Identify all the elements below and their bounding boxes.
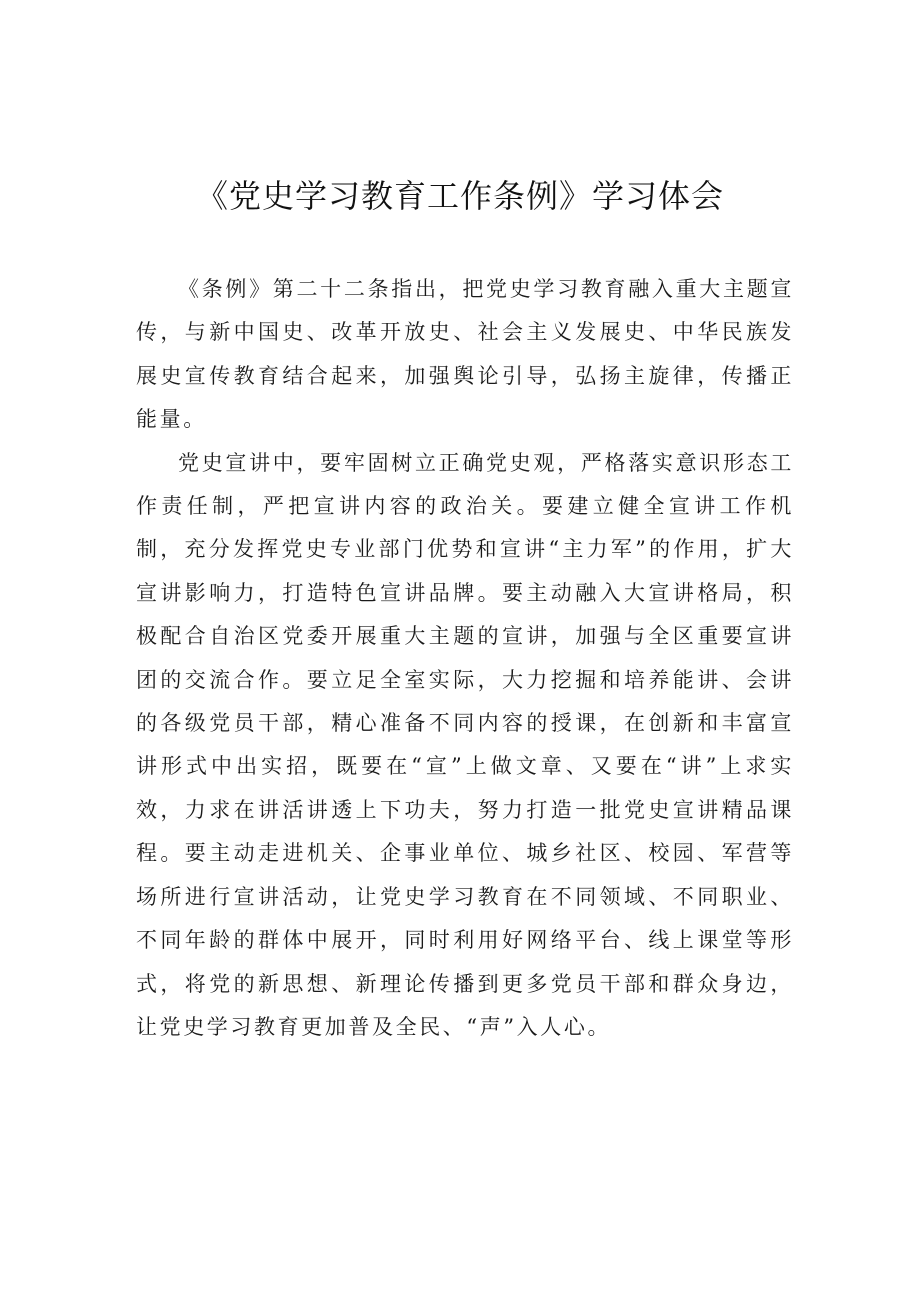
document-body <box>136 268 794 1049</box>
document-title: 《党史学习教育工作条例》学习体会 <box>195 177 724 215</box>
paragraph: 《条例》第二十二条指出，把党史学习教育融入重大主题宣传，与新中国史、改革开放史、社会主义发展史、中华民族发展史宣传教育结合起来，加强舆论引导，弘扬主旋律，传播正能量。 <box>136 277 794 432</box>
paragraph: 党史宣讲中，要牢固树立正确党史观，严格落实意识形态工作责任制，严把宣讲内容的政治关。要建立健全宣讲工作机制，充分发挥党史专业部门优势和宣讲“主力军”的作用，扩大宣讲影响力，打造特色宣讲品牌。要主动融入大宣讲格局，积极配合自治区党委开展重大主题的宣讲，加强与全区重要宣讲团的交流合作。要立足全室实际，大力挖掘和培养能讲、会讲的各级党员干部，精心准备不同内容的授课，在创新和丰富宣讲形式中出实招，既要在“宣”上做文章、又要在“讲”上求实效，力求在讲活讲透上下功夫，努力打造一批党史宣讲精品课程。要主动走进机关、企事业单位、城乡社区、校园、军营等场所进行宣讲活动，让党史学习教育在不同领域、不同职业、不同年龄的群体中展开，同时利用好网络平台、线上课堂等形式，将党的新思想、新理论传播到更多党员干部和群众身边，让党史学习教育更加普及全民、“声”入人心。 <box>136 450 794 1039</box>
